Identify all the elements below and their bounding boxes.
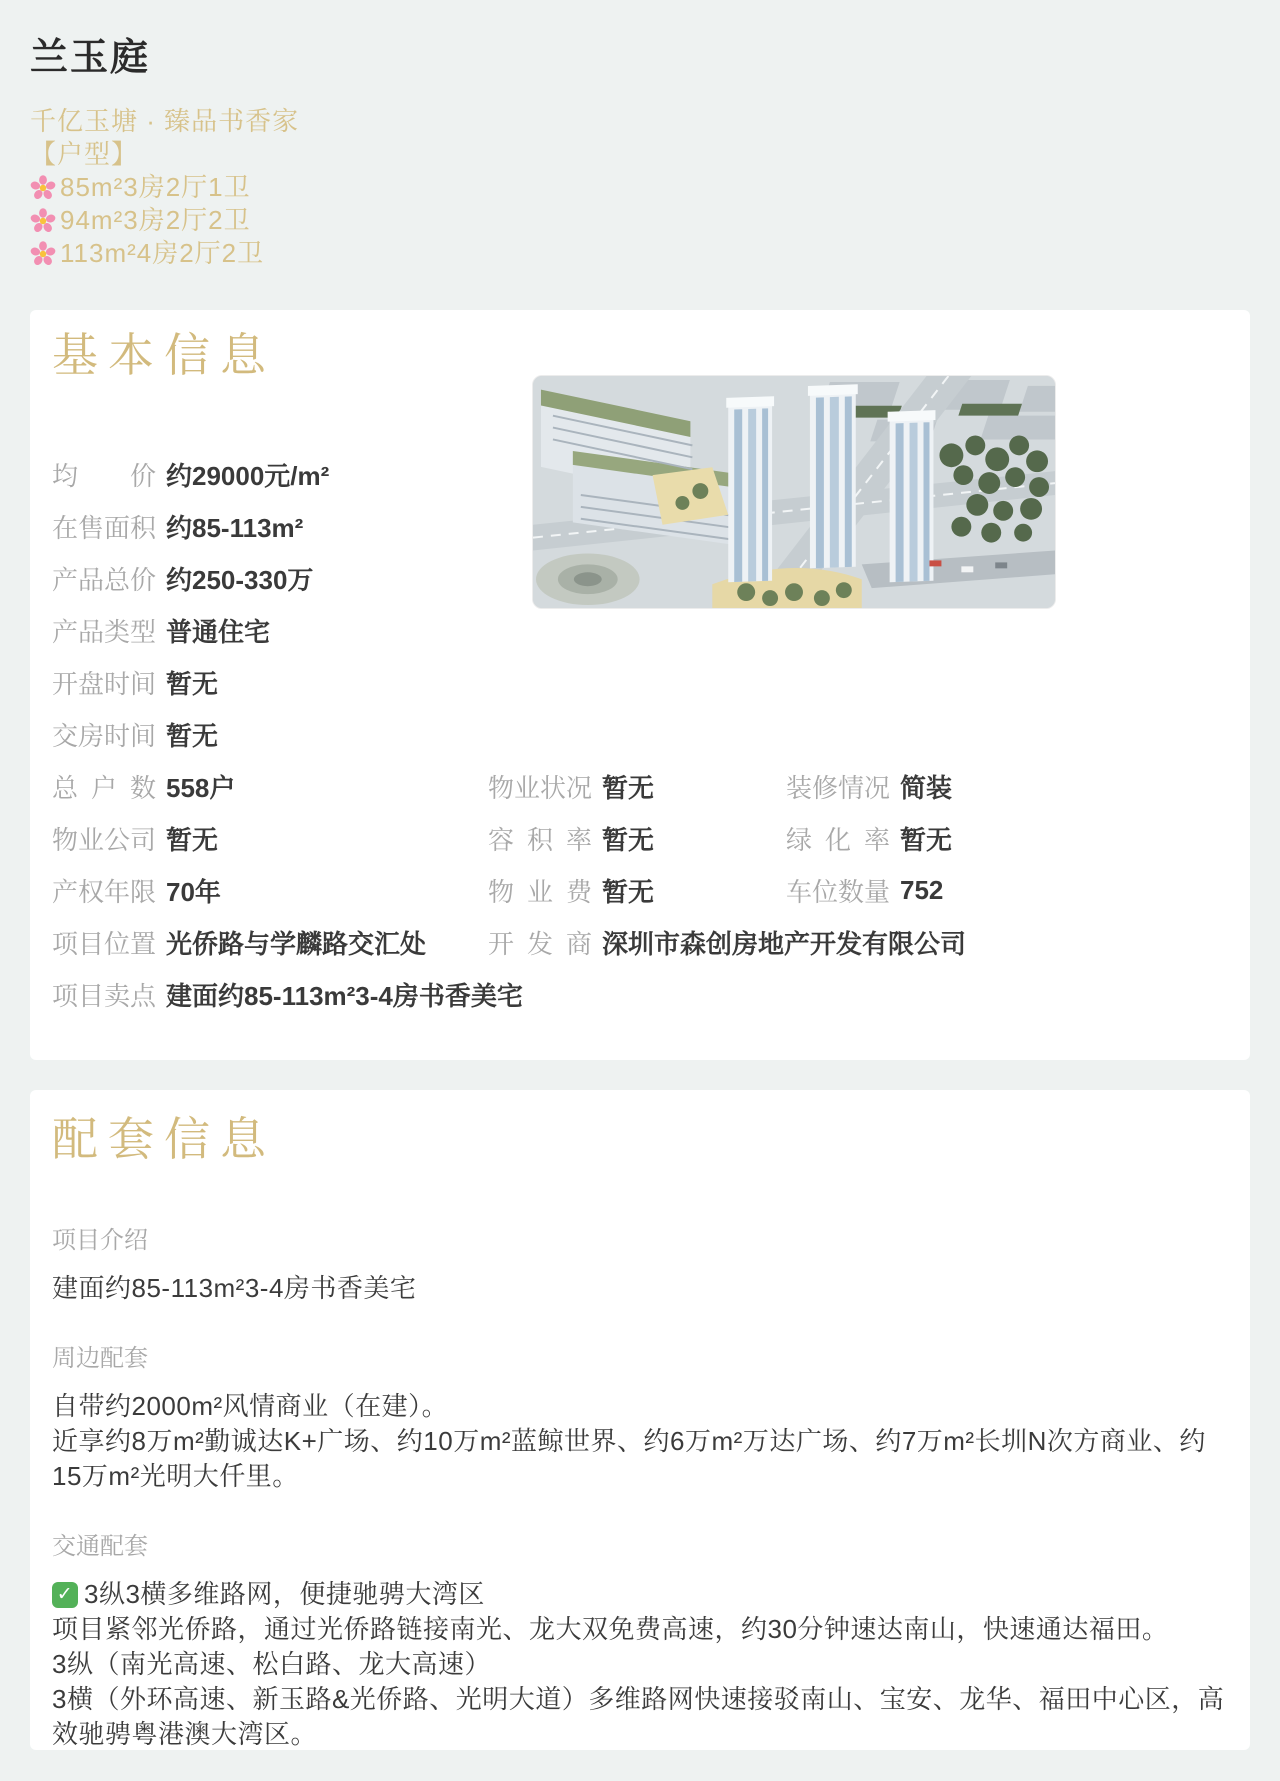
paragraph: 近享约8万m²勤诚达K+广场、约10万m²蓝鲸世界、约6万m²万达广场、约7万m²长圳N次方商业、约15万m²光明大仟里。 [52,1426,1206,1491]
info-row [52,604,1228,656]
flower-icon [30,208,56,234]
info-value: 暂无 [602,876,655,907]
block-label: 周边配套 [52,1345,148,1372]
paragraph: 3横（外环高速、新玉路&光侨路、光明大道）多维路网快速接驳南山、宝安、龙华、福田中心区，高效驰骋粤港澳大湾区。 [52,1684,1225,1749]
amenities-block-intro [52,1220,1228,1306]
info-value: 暂无 [166,824,219,855]
info-label: 开发商 [488,928,592,959]
amenities-card [30,1090,1250,1750]
info-label: 交房时间 [52,720,157,751]
info-label: 产权年限 [52,876,157,907]
paragraph: 3纵（南光高速、松白路、龙大高速） [52,1649,491,1679]
info-label: 总户数 [52,772,156,803]
info-value: 约250-330万 [166,564,314,595]
amenities-block-transport [52,1526,1228,1752]
info-row [52,916,1228,968]
info-label: 物业费 [488,876,592,907]
info-value: 约85-113m² [166,512,304,543]
info-label: 产品类型 [52,616,157,647]
info-label: 容积率 [488,824,592,855]
info-value: 建面约85-113m²3-4房书香美宅 [166,980,523,1011]
info-value: 暂无 [166,668,219,699]
info-label: 项目位置 [52,928,157,959]
paragraph: 自带约2000m²风情商业（在建）。 [52,1391,449,1421]
amenities-heading: 配套信息 [52,1113,276,1165]
info-label: 开盘时间 [52,668,157,699]
info-row [52,968,1228,1020]
info-label: 绿化率 [786,824,890,855]
subtitle-block [30,105,1250,270]
flower-icon [30,175,56,201]
info-label: 车位数量 [786,876,891,907]
unit-type-item [30,171,1250,204]
info-label: 装修情况 [786,772,891,803]
paragraph: 建面约85-113m²3-4房书香美宅 [52,1273,417,1303]
info-label: 项目卖点 [52,980,157,1011]
info-value: 752 [900,874,944,905]
block-label: 交通配套 [52,1533,148,1560]
unit-type-item [30,204,1250,237]
info-row [52,864,1228,916]
info-label: 物业公司 [52,824,157,855]
info-value: 简装 [900,772,953,803]
highlight-text: 3纵3横多维路网，便捷驰骋大湾区 [84,1579,485,1609]
info-value: 普通住宅 [166,616,271,647]
info-value: 约29000元/m² [166,460,330,491]
page-header [0,0,1280,270]
page-title: 兰玉庭 [30,37,151,79]
block-label: 项目介绍 [52,1227,148,1254]
aerial-render-svg [533,376,1055,608]
basic-info-card [30,310,1250,1060]
info-value: 70年 [166,876,221,907]
info-value: 深圳市森创房地产开发有限公司 [602,928,967,959]
info-value: 暂无 [602,824,655,855]
unit-type-label: 85m²3房2厅1卫 [60,172,251,202]
unit-types-header: 【户型】 [30,139,139,169]
unit-type-label: 113m²4房2厅2卫 [60,238,265,268]
flower-icon [30,241,56,267]
info-value: 光侨路与学麟路交汇处 [166,928,427,959]
info-value: 暂无 [166,720,219,751]
info-label: 物业状况 [488,772,593,803]
info-value: 暂无 [602,772,655,803]
info-label: 在售面积 [52,512,157,543]
property-photo[interactable] [532,375,1056,609]
basic-info-heading: 基本信息 [52,329,276,381]
subtitle: 千亿玉塘 · 臻品书香家 [30,106,300,136]
check-icon: ✓ [52,1582,78,1608]
info-label: 产品总价 [52,564,157,595]
unit-type-item [30,237,1250,270]
info-value: 558户 [166,772,236,803]
info-row [52,656,1228,708]
paragraph: 项目紧邻光侨路，通过光侨路链接南光、龙大双免费高速，约30分钟速达南山，快速通达福田。 [52,1614,1169,1644]
transport-highlight [52,1577,1228,1612]
amenities-block-surroundings [52,1338,1228,1494]
info-row [52,760,1228,812]
unit-type-label: 94m²3房2厅2卫 [60,205,251,235]
info-row [52,708,1228,760]
info-value: 暂无 [900,824,953,855]
info-row [52,812,1228,864]
info-label: 均价 [52,460,156,491]
